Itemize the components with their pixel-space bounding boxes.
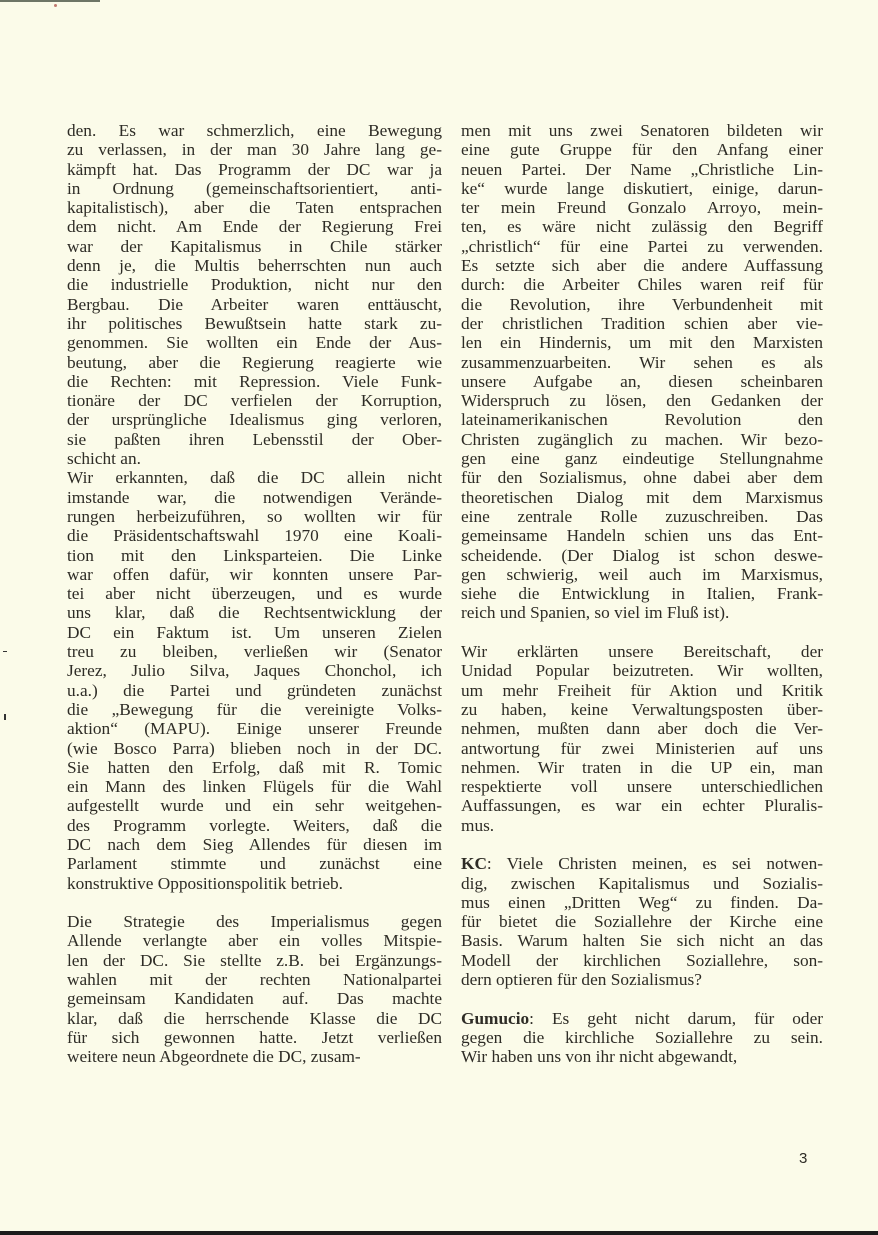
paragraph-gap (461, 623, 823, 642)
text-line: nehmen, mußten dann aber doch die Ver- (461, 719, 823, 739)
text-line: dig, zwischen Kapitalismus und Sozialis- (461, 873, 823, 893)
text-line: siehe die Entwicklung in Italien, Frank- (461, 584, 823, 604)
paragraph-gap (461, 835, 823, 854)
text-line (461, 1009, 823, 1028)
text-line: antwortung für zwei Ministerien auf uns (461, 738, 823, 758)
text-line: denn je, die Multis beherrschten nun auch (67, 256, 442, 276)
text-line: zu verlassen, in der man 30 Jahre lang ge- (67, 140, 442, 160)
text-line: war offen dafür, wir konnten unsere Par- (67, 564, 442, 584)
text-line: ihr politisches Bewußtsein hatte stark zu- (67, 313, 442, 333)
text-line: len ein Hindernis, um mit den Marxisten (461, 333, 823, 353)
text-line: weitere neun Abgeordnete die DC, zusam- (67, 1047, 361, 1067)
paragraph (67, 121, 442, 468)
text-line: wahlen mit der rechten Nationalpartei (67, 970, 442, 990)
text-line: beutung, aber die Regierung reagierte wie (67, 352, 442, 372)
text-line: Wir erkannten, daß die DC allein nicht (67, 468, 442, 488)
text-line: schicht an. (67, 449, 141, 469)
text-line: tei aber nicht überzeugen, und es wurde (67, 584, 442, 604)
text-line: u.a.) die Partei und gründeten zunächst (67, 680, 442, 700)
text-line: die industrielle Produktion, nicht nur den (67, 275, 442, 295)
paragraph (461, 121, 823, 623)
text-line: eine gute Gruppe für den Anfang einer (461, 140, 823, 160)
text-line: unsere Aufgabe an, diesen scheinbaren (461, 371, 823, 391)
text-line: tionäre der DC verfielen der Korruption, (67, 391, 442, 411)
text-line: der christlichen Tradition schien aber vie- (461, 313, 823, 333)
text-line: mus. (461, 815, 495, 835)
text-line: respektierte voll unsere unterschiedlichen (461, 777, 823, 797)
text-line: DC ein Faktum ist. Um unseren Zielen (67, 622, 442, 642)
text-line: men mit uns zwei Senatoren bildeten wir (461, 121, 823, 140)
text-line: ten, es wäre nicht zulässig den Begriff (461, 217, 823, 237)
answer-text: : Es geht nicht darum, für oder (529, 1008, 823, 1028)
text-line: ke“ wurde lange diskutiert, einige, darun- (461, 178, 823, 198)
scan-bottom-edge (0, 1231, 878, 1235)
text-line: mus einen „Dritten Weg“ zu finden. Da- (461, 892, 823, 912)
text-line: die Rechten: mit Repression. Viele Funk- (67, 371, 442, 391)
scan-top-edge (0, 0, 100, 2)
text-line: tion mit den Linksparteien. Die Linke (67, 545, 442, 565)
text-line: Wir erklärten unsere Bereitschaft, der (461, 642, 823, 662)
text-line: scheidende. (Der Dialog ist schon deswe- (461, 545, 823, 565)
paragraph-gap (67, 893, 442, 912)
text-line: gen eine ganz eindeutige Stellungnahme (461, 449, 823, 469)
text-line: gen schwierig, weil auch im Marxismus, (461, 564, 823, 584)
text-line: des Programm vorlegte. Weiters, daß die (67, 815, 442, 835)
question-lines (461, 874, 823, 990)
text-line: kämpft hat. Das Programm der DC war ja (67, 159, 442, 179)
text-line: sie paßten ihren Lebensstil der Ober- (67, 429, 442, 449)
margin-mark (3, 651, 7, 652)
text-line: dem nicht. Am Ende der Regierung Frei (67, 217, 442, 237)
text-line: war der Kapitalismus in Chile stärker (67, 236, 442, 256)
text-line: Die Strategie des Imperialismus gegen (67, 912, 442, 932)
text-line: Bergbau. Die Arbeiter waren enttäuscht, (67, 294, 442, 314)
text-line: die Revolution, ihre Verbundenheit mit (461, 294, 823, 314)
text-line: der ursprüngliche Idealismus ging verloren, (67, 410, 442, 430)
text-line: für sich gewonnen hatte. Jetzt verließen (67, 1027, 442, 1047)
interview-question (461, 854, 823, 989)
text-line: „christlich“ für eine Partei zu verwenden. (461, 236, 823, 256)
text-line: kapitalistisch), aber die Taten entsprachen (67, 198, 442, 218)
left-column (67, 121, 442, 1067)
speaker-label: KC (461, 854, 487, 874)
text-line: ein Mann des linken Flügels für die Wahl (67, 777, 442, 797)
text-line: die Präsidentschaftswahl 1970 eine Koali- (67, 526, 442, 546)
text-line (461, 854, 823, 873)
text-line: Basis. Warum halten Sie sich nicht an das (461, 931, 823, 951)
text-line: für den Sozialismus, ohne dabei aber dem (461, 468, 823, 488)
text-line: den. Es war schmerzlich, eine Bewegung (67, 121, 442, 140)
text-line: Widerspruch zu lösen, den Gedanken der (461, 391, 823, 411)
text-line: Christen zugänglich zu machen. Wir bezo- (461, 429, 823, 449)
paragraph (67, 468, 442, 893)
text-line: die „Bewegung für die vereinigte Volks- (67, 699, 442, 719)
text-line: um mehr Freiheit für Aktion und Kritik (461, 680, 823, 700)
text-line: Modell der kirchlichen Soziallehre, son- (461, 950, 823, 970)
text-line: imstande war, die notwendigen Verände- (67, 487, 442, 507)
text-line: DC nach dem Sieg Allendes für diesen im (67, 834, 442, 854)
text-line: gemeinsam Kandidaten auf. Das machte (67, 989, 442, 1009)
text-line: Allende verlangte aber ein volles Mitspie- (67, 931, 442, 951)
text-line: Unidad Popular beizutreten. Wir wollten, (461, 661, 823, 681)
text-line: Wir haben uns von ihr nicht abgewandt, (461, 1047, 738, 1067)
text-line: eine zentrale Rolle zuzuschreiben. Das (461, 506, 823, 526)
text-line: dern optieren für den Sozialismus? (461, 970, 702, 990)
page-number: 3 (799, 1150, 808, 1167)
text-line: Es setzte sich aber die andere Auffassung (461, 256, 823, 276)
text-line: gemeinsame Handeln schien uns das Ent- (461, 526, 823, 546)
scan-speck (54, 4, 57, 7)
text-line: durch: die Arbeiter Chiles waren reif für (461, 275, 823, 295)
text-line: treu zu bleiben, verließen wir (Senator (67, 642, 442, 662)
speaker-label: Gumucio (461, 1008, 530, 1028)
text-line: len der DC. Sie stellte z.B. bei Ergänzungs- (67, 950, 442, 970)
text-line: Sie hatten den Erfolg, daß mit R. Tomic (67, 757, 442, 777)
text-line: gegen die kirchliche Soziallehre zu sein. (461, 1027, 823, 1047)
paragraph-gap (461, 989, 823, 1008)
text-line: aktion“ (MAPU). Einige unserer Freunde (67, 719, 442, 739)
text-line: genommen. Sie wollten ein Ende der Aus- (67, 333, 442, 353)
text-line: in Ordnung (gemeinschaftsorientiert, anti- (67, 178, 442, 198)
text-line: (wie Bosco Parra) blieben noch in der DC. (67, 738, 442, 758)
text-line: lateinamerikanischen Revolution den (461, 410, 823, 430)
text-line: reich und Spanien, so viel im Fluß ist). (461, 603, 730, 623)
text-line: klar, daß die herrschende Klasse die DC (67, 1008, 442, 1028)
text-line: zu haben, keine Verwaltungsposten über- (461, 699, 823, 719)
text-line: rungen herbeizuführen, so wollten wir für (67, 506, 442, 526)
text-line: für bietet die Soziallehre der Kirche eine (461, 912, 823, 932)
paragraph (67, 912, 442, 1066)
text-line: ter mein Freund Gonzalo Arroyo, mein- (461, 198, 823, 218)
question-text: : Viele Christen meinen, es sei notwen- (486, 854, 823, 874)
text-line: uns klar, daß die Rechtsentwicklung der (67, 603, 442, 623)
text-line: nehmen. Wir traten in die UP ein, man (461, 757, 823, 777)
text-line: Auffassungen, es war ein echter Pluralis- (461, 796, 823, 816)
text-line: zusammenzuarbeiten. Wir sehen es als (461, 352, 823, 372)
text-line: Parlament stimmte und zunächst eine (67, 854, 442, 874)
text-line: Jerez, Julio Silva, Jaques Chonchol, ich (67, 661, 442, 681)
margin-mark (4, 714, 6, 720)
right-column (461, 121, 823, 1067)
text-line: aufgestellt wurde und ein sehr weitgehen- (67, 796, 442, 816)
text-line: neuen Partei. Der Name „Christliche Lin- (461, 159, 823, 179)
text-line: konstruktive Oppositionspolitik betrieb. (67, 873, 344, 893)
text-line: theoretischen Dialog mit dem Marxismus (461, 487, 823, 507)
answer-lines (461, 1028, 823, 1067)
paragraph (461, 642, 823, 835)
interview-answer (461, 1009, 823, 1067)
